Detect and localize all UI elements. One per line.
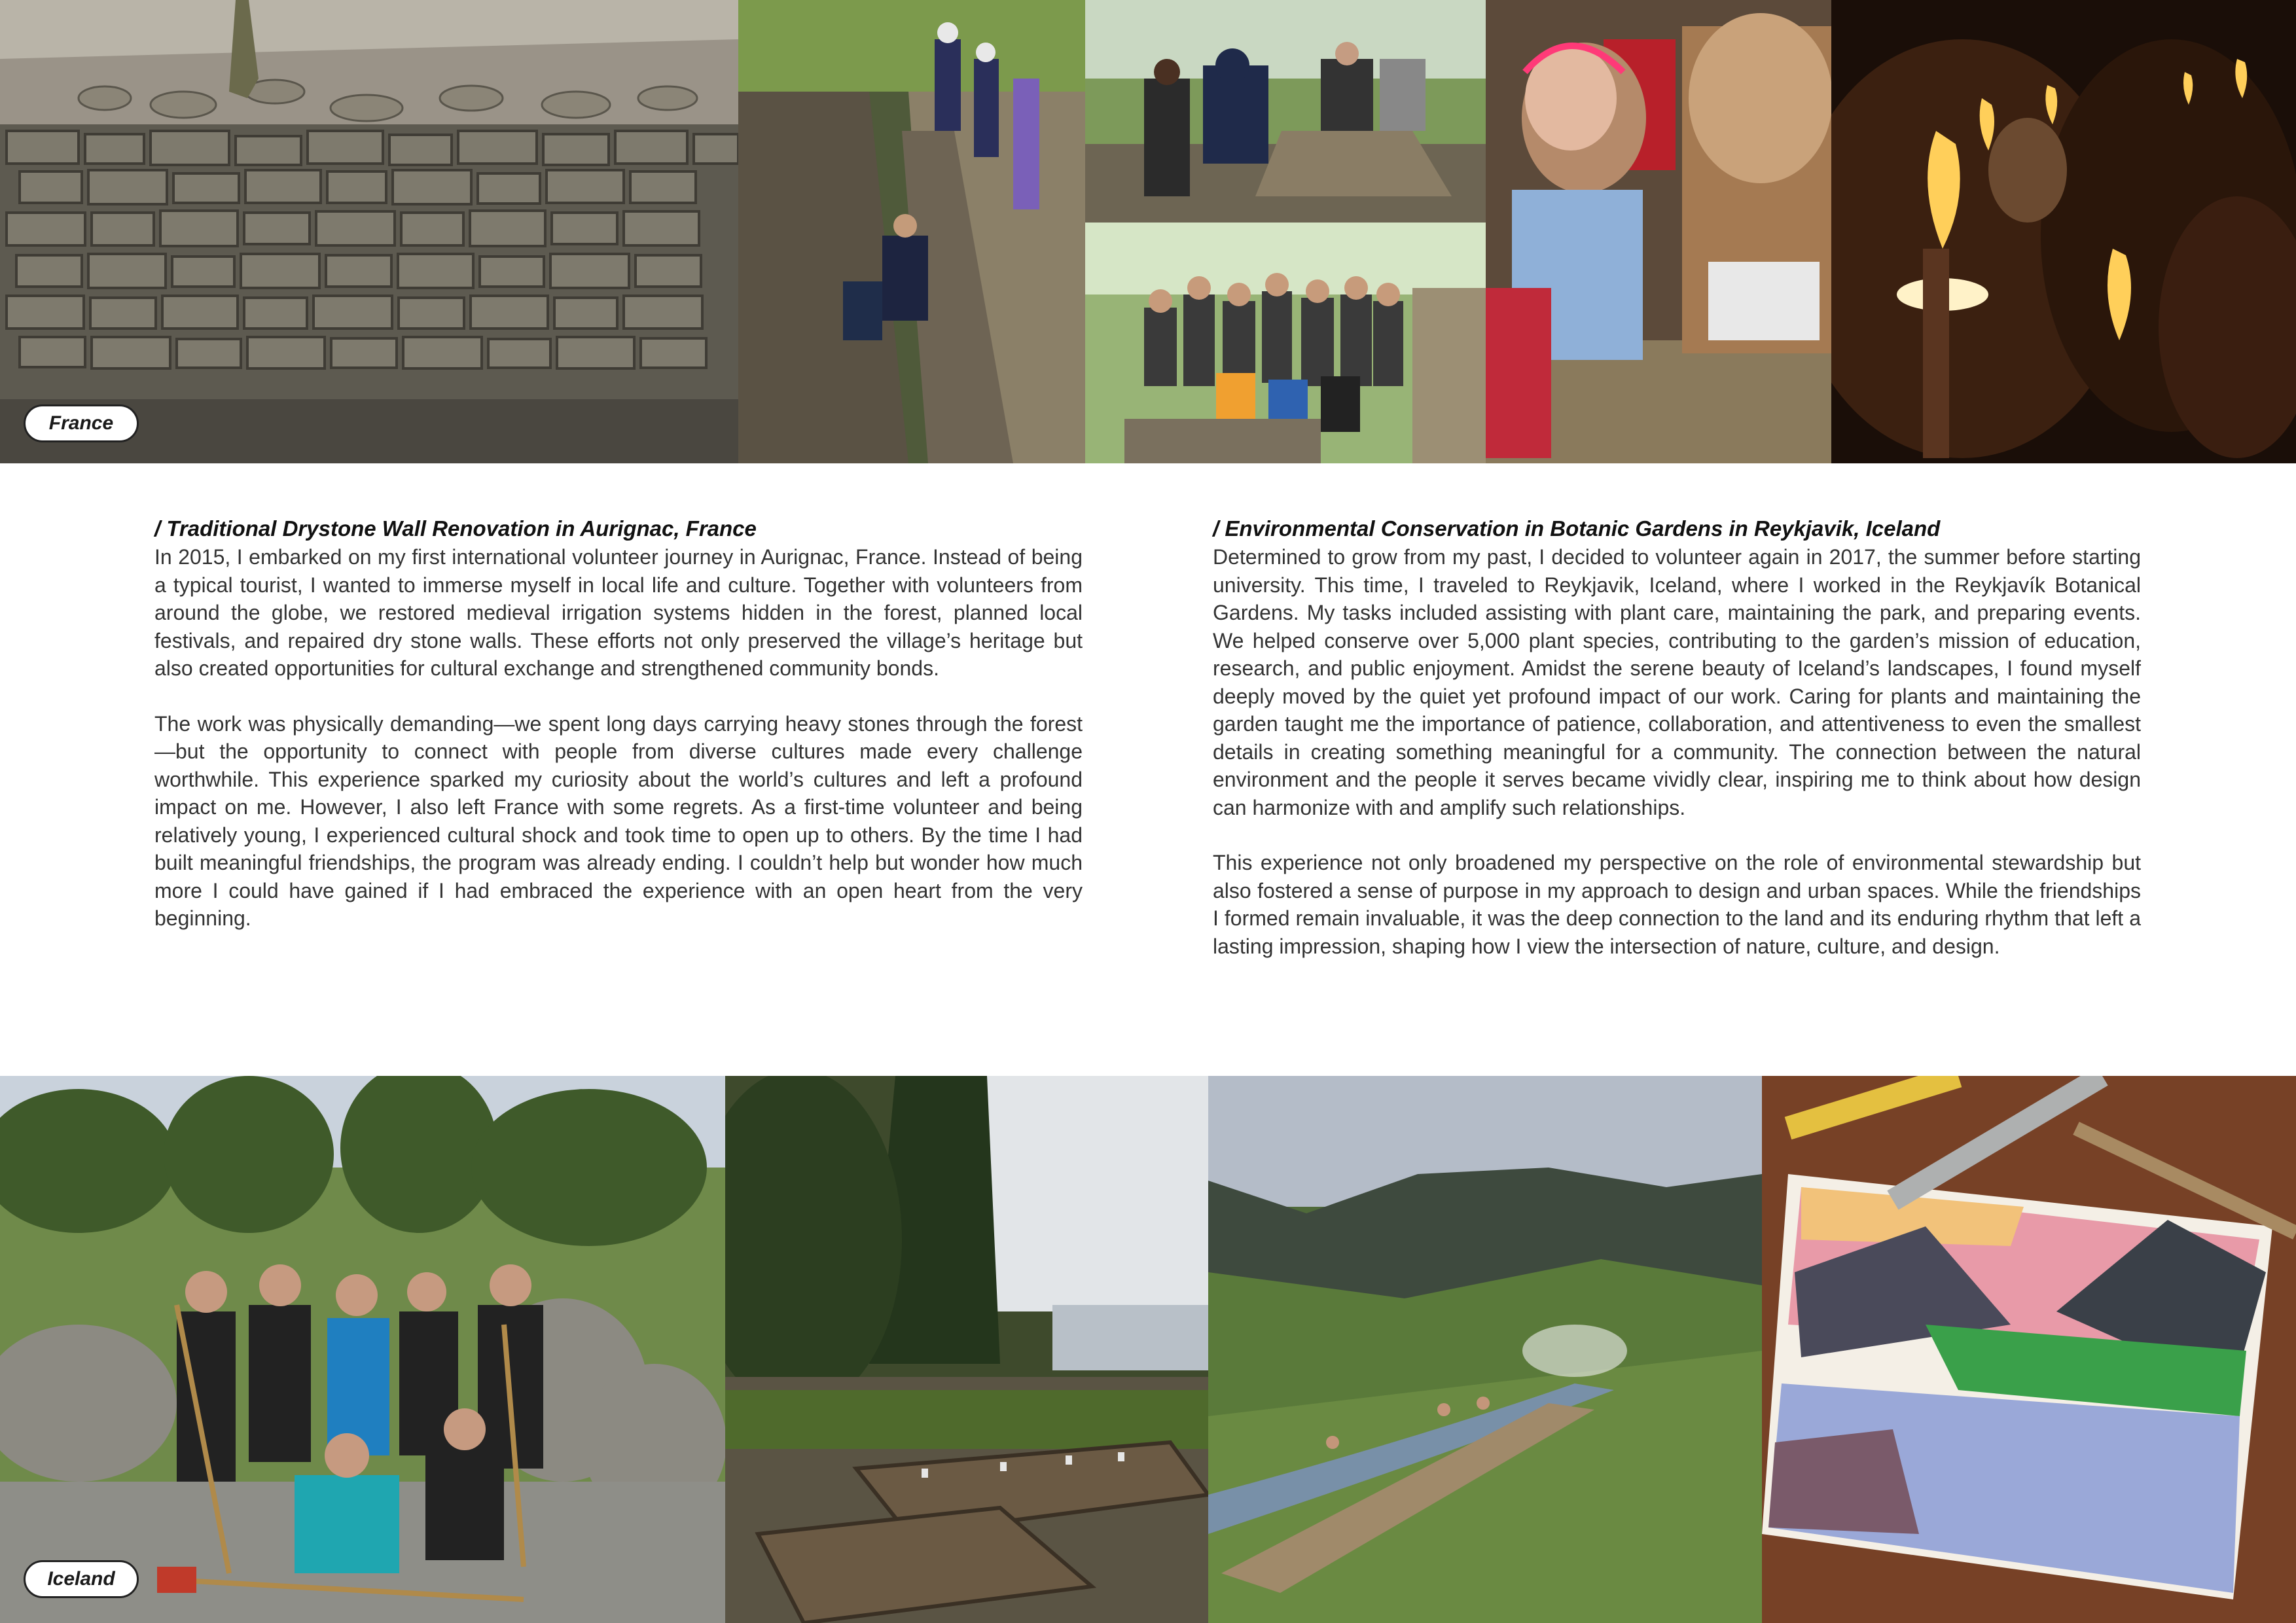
- photo-stone-wall: [0, 0, 738, 463]
- left-column: [154, 514, 1083, 960]
- label-france: France: [24, 404, 139, 442]
- right-paragraph-2: This experience not only broadened my perspective on the role of environmental stewardship but also fostered a sense of purpose in my approach to design and urban spaces. While the friendships I formed remain invaluable, it was the deep connection to the land and its enduring rhythm that left a lasting impression, shaping how I view the intersection of nature, culture, and design.: [1213, 851, 2141, 958]
- photo-iceland-group: [0, 1076, 725, 1623]
- photo-face-painting: [1486, 0, 1831, 463]
- right-heading: / Environmental Conservation in Botanic Gardens in Reykjavik, Iceland: [1213, 516, 1941, 541]
- right-paragraph-1: Determined to grow from my past, I decided to volunteer again in 2017, the summer before starting university. This time, I traveled to Reykjavik, Iceland, where I worked in the Reykjavík Botanical Gardens. My tasks included assisting with plant care, maintaining the park, and preparing events. We helped conserve over 5,000 plant species, contributing to the garden’s mission of education, research, and public enjoyment. Amidst the serene beauty of Iceland’s landscapes, I found myself deeply moved by the quiet yet profound impact of our work. Caring for plants and maintaining the garden taught me the importance of patience, collaboration, and attentiveness to even the smallest details in creating something meaningful for a community. The connection between the natural environment and the people it serves became vividly clear, inspiring me to think about how design can harmonize with and amplify such relationships.: [1213, 545, 2141, 819]
- photo-candle-procession: [1831, 0, 2296, 463]
- label-iceland: Iceland: [24, 1560, 139, 1598]
- photo-watercolor-painting: [1762, 1076, 2296, 1623]
- photo-trench-volunteers: [738, 0, 1085, 463]
- photo-garden-beds: [725, 1076, 1208, 1623]
- photo-group-portrait: [1085, 223, 1486, 463]
- left-heading: / Traditional Drystone Wall Renovation in Aurignac, France: [154, 516, 757, 541]
- left-paragraph-1: In 2015, I embarked on my first international volunteer journey in Aurignac, France. Instead of being a typical tourist, I wanted to immerse myself in local life and culture. Together with volunteers from around the globe, we restored medieval irrigation systems hidden in the forest, planned local festivals, and repaired dry stone walls. These efforts not only preserved the village’s heritage but also created opportunities for cultural exchange and strengthened community bonds.: [154, 545, 1083, 680]
- photo-work-group: [1085, 0, 1486, 223]
- left-paragraph-2: The work was physically demanding—we spent long days carrying heavy stones through the forest—but the opportunity to connect with people from diverse cultures made every challenge worthwhile. This experience sparked my curiosity about the world’s cultures and left a profound impact on me. However, I also left France with some regrets. As a first-time volunteer and being relatively young, I experienced cultural shock and took time to open up to others. By the time I had built meaningful friendships, the program was already ending. I couldn’t help but wonder how much more I could have gained if I had embraced the experience with an open heart from the very beginning.: [154, 711, 1083, 930]
- right-column: [1213, 514, 2141, 988]
- photo-hot-spring: [1208, 1076, 1762, 1623]
